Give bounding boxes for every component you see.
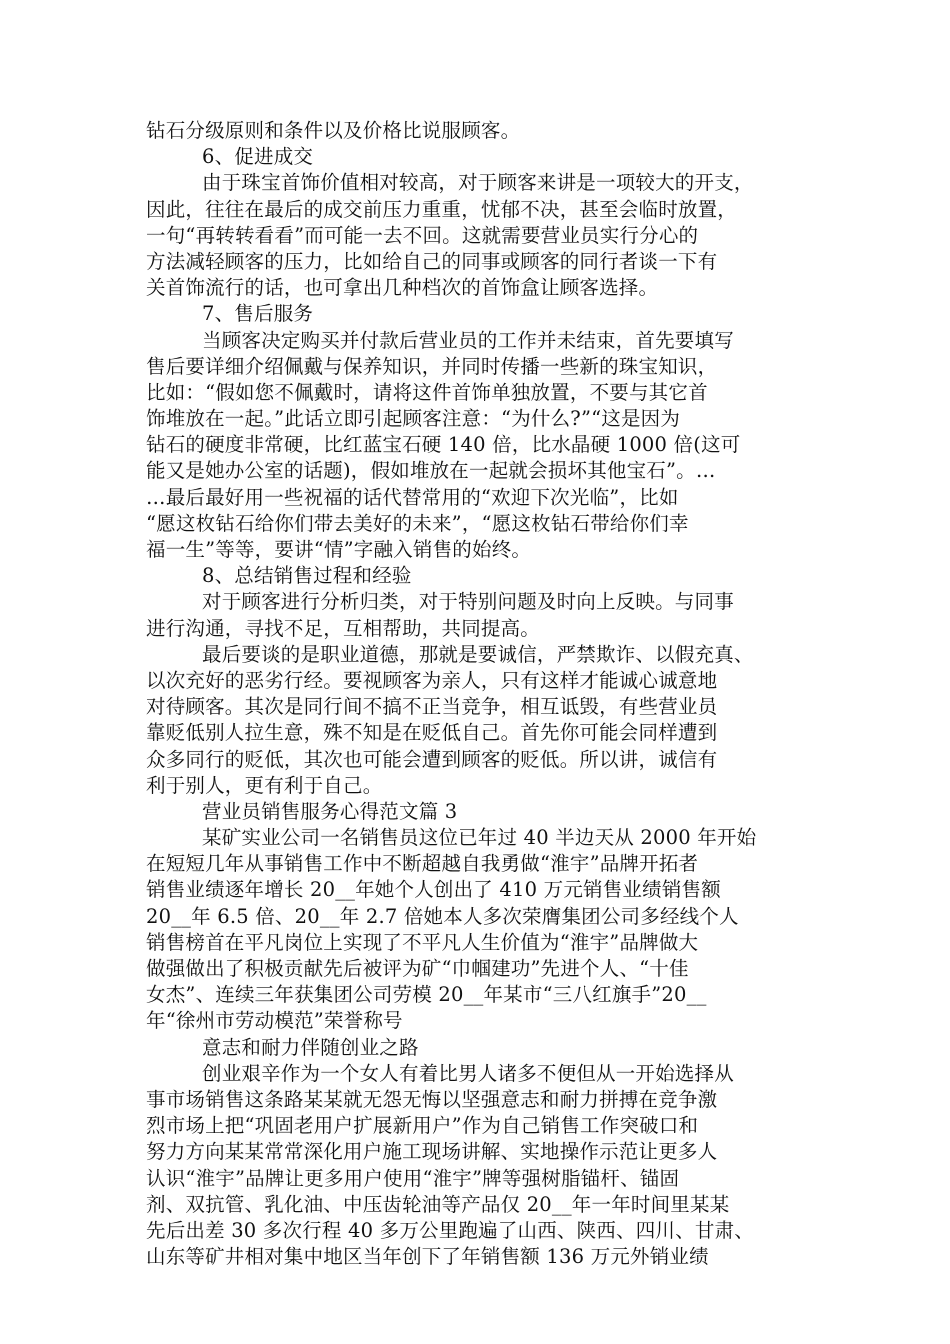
text-line: 众多同行的贬低，其次也可能会遭到顾客的贬低。所以讲，诚信有 xyxy=(146,747,718,771)
text-line: 先后出差 30 多次行程 40 多万公里跑遍了山西、陕西、四川、甘肃、 xyxy=(146,1218,754,1242)
text-line: 钻石分级原则和条件以及价格比说服顾客。 xyxy=(146,119,521,142)
text-line: 烈市场上把“巩固老用户扩展新用户”作为自己销售工作突破口和 xyxy=(146,1114,699,1138)
text-line: 某矿实业公司一名销售员这位已年过 40 半边天从 2000 年开始 xyxy=(202,826,757,850)
text-line: 最后要谈的是职业道德，那就是要诚信，严禁欺诈、以假充真、 xyxy=(202,642,754,666)
text-line: 销售业绩逐年增长 20__年她个人创出了 410 万元销售业绩销售额 xyxy=(146,878,721,902)
text-line: 方法减轻顾客的压力，比如给自己的同事或顾客的同行者谈一下有 xyxy=(146,249,718,273)
text-line: 做强做出了积极贡献先后被评为矿“巾帼建功”先进个人、“十佳 xyxy=(146,957,689,980)
text-line: 售后要详细介绍佩戴与保养知识，并同时传播一些新的珠宝知识， xyxy=(146,354,718,378)
text-line: 能又是她办公室的话题)，假如堆放在一起就会损坏其他宝石”。… xyxy=(146,459,716,483)
text-line: 20__年 6.5 倍、20__年 2.7 倍她本人多次荣膺集团公司多经线个人 xyxy=(146,904,739,928)
text-line: 事市场销售这条路某某就无怨无悔以坚强意志和耐力拼搏在竞争激 xyxy=(146,1087,718,1111)
text-line: 饰堆放在一起。”此话立即引起顾客注意：“为什么?”“这是因为 xyxy=(146,407,681,431)
text-line: 营业员销售服务心得范文篇 3 xyxy=(202,799,458,823)
text-line: 在短短几年从事销售工作中不断超越自我勇做“淮宇”品牌开拓者 xyxy=(146,852,699,876)
text-line: 比如：“假如您不佩戴时，请将这件首饰单独放置，不要与其它首 xyxy=(146,380,708,404)
text-line: 当顾客决定购买并付款后营业员的工作并未结束，首先要填写 xyxy=(202,328,734,352)
text-line: 创业艰辛作为一个女人有着比男人诸多不便但从一开始选择从 xyxy=(202,1061,734,1085)
text-line: 认识“淮宇”品牌让更多用户使用“淮宇”牌等强树脂锚杆、锚固 xyxy=(146,1166,680,1190)
text-line: 销售榜首在平凡岗位上实现了不平凡人生价值为“淮宇”品牌做大 xyxy=(146,930,699,954)
text-line: 8、总结销售过程和经验 xyxy=(202,564,412,588)
text-line: 钻石的硬度非常硬，比红蓝宝石硬 140 倍，比水晶硬 1000 倍(这可 xyxy=(146,433,741,457)
text-line: 因此，往往在最后的成交前压力重重，忧郁不决，甚至会临时放置， xyxy=(146,197,738,221)
text-line: 进行沟通，寻找不足，互相帮助，共同提高。 xyxy=(146,616,541,640)
text-line: 剂、双抗管、乳化油、中压齿轮油等产品仅 20__年一年时间里某某 xyxy=(146,1192,730,1216)
text-line: 福一生”等等，要讲“情”字融入销售的始终。 xyxy=(146,538,532,561)
text-line: 年“徐州市劳动模范”荣誉称号 xyxy=(146,1009,403,1033)
text-line: “愿这枚钻石给你们带去美好的未来”，“愿这枚钻石带给你们幸 xyxy=(146,511,689,535)
text-line: 女杰”、连续三年获集团公司劳模 20__年某市“三八红旗手”20__ xyxy=(146,983,707,1007)
document-body xyxy=(146,118,806,1270)
text-line: 努力方向某某常常深化用户施工现场讲解、实地操作示范让更多人 xyxy=(146,1140,718,1164)
text-line: 靠贬低别人拉生意，殊不知是在贬低自己。首先你可能会同样遭到 xyxy=(146,721,718,745)
text-line: 对待顾客。其次是同行间不搞不正当竞争，相互诋毁，有些营业员 xyxy=(146,695,718,719)
text-line: …最后最好用一些祝福的话代替常用的“欢迎下次光临”，比如 xyxy=(146,485,679,509)
text-line: 关首饰流行的话，也可拿出几种档次的首饰盒让顾客选择。 xyxy=(146,276,659,300)
text-line: 意志和耐力伴随创业之路 xyxy=(202,1035,419,1059)
text-line: 7、售后服务 xyxy=(202,302,314,326)
text-line: 一句“再转转看看”而可能一去不回。这就需要营业员实行分心的 xyxy=(146,223,699,247)
text-line: 山东等矿井相对集中地区当年创下了年销售额 136 万元外销业绩 xyxy=(146,1245,709,1269)
text-line: 6、促进成交 xyxy=(202,145,314,169)
text-line: 由于珠宝首饰价值相对较高，对于顾客来讲是一项较大的开支， xyxy=(202,171,754,195)
text-line: 以次充好的恶劣行经。要视顾客为亲人，只有这样才能诚心诚意地 xyxy=(146,668,718,692)
text-line: 对于顾客进行分析归类，对于特别问题及时向上反映。与同事 xyxy=(202,590,734,614)
text-line: 利于别人，更有利于自己。 xyxy=(146,773,383,797)
